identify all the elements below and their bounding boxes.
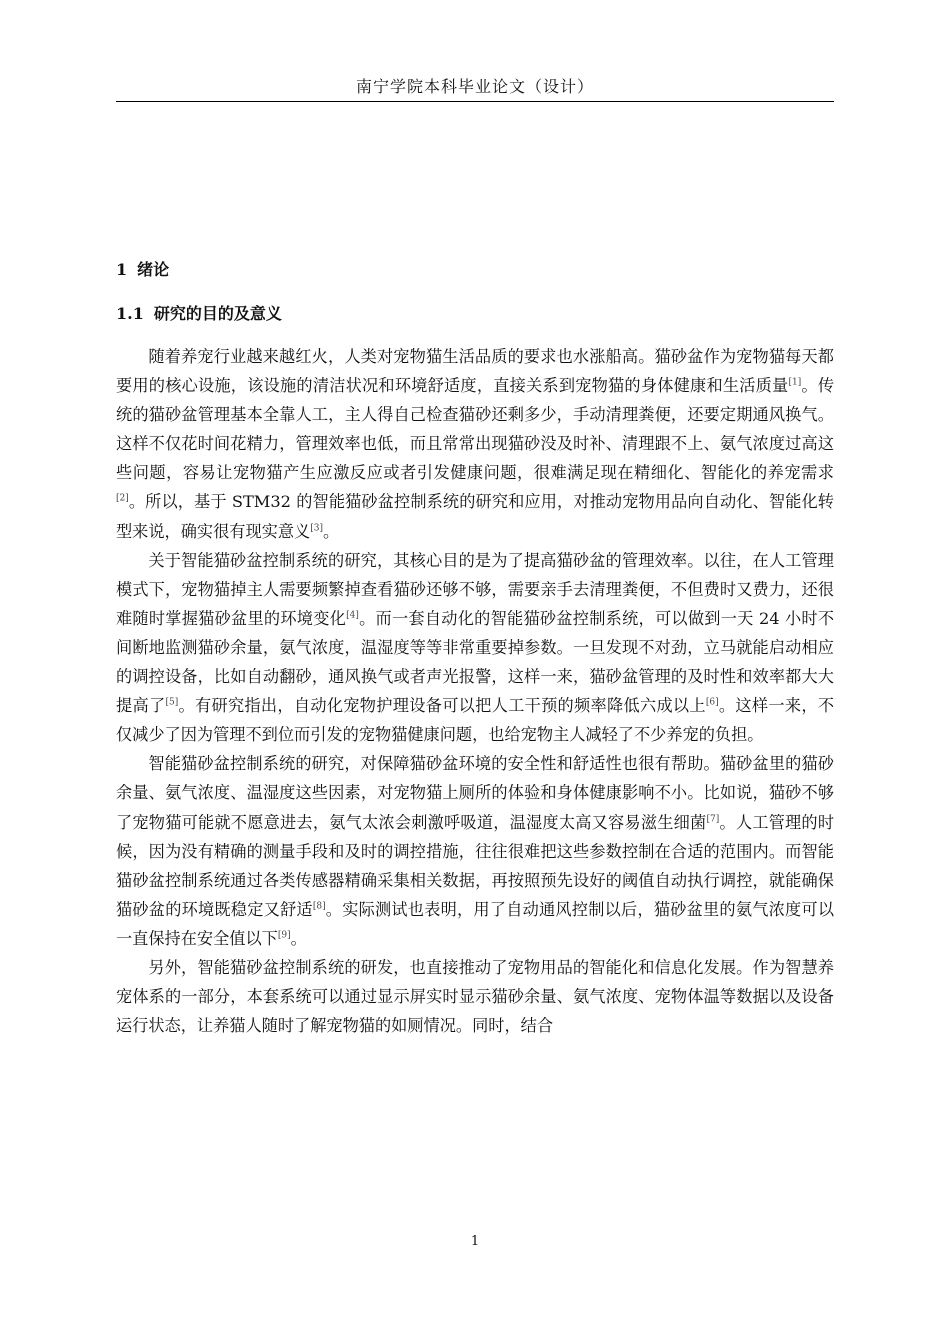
citation-marker[interactable]: [3]	[310, 523, 323, 534]
chapter-heading	[116, 259, 169, 281]
citation-marker[interactable]: [8]	[312, 901, 326, 912]
section-title: 研究的目的及意义	[153, 304, 282, 323]
paragraph-text: 另外，智能猫砂盆控制系统的研发，也直接推动了宠物用品的智能化和信息化发展。作为智慧养宠体系的一部分，本套系统可以通过显示屏实时显示猫砂余量、氨气浓度、宠物体温等数据以及设备运行状态，让养猫人随时了解宠物猫的如厕情况。同时，结合	[116, 957, 834, 1036]
running-header: 南宁学院本科毕业论文（设计）	[355, 77, 594, 96]
paragraph-text: 。有研究指出，自动化宠物护理设备可以把人工干预的频率降低六成以上	[178, 696, 706, 716]
paragraph-text: 。实际测试也表明，用了自动通风控制以后，猫砂盆里的氨气浓度可以一直保持在安全值以下	[116, 899, 835, 948]
section-heading	[116, 303, 282, 325]
paragraph-text: 智能猫砂盆控制系统的研究，对保障猫砂盆环境的安全性和舒适性也很有帮助。猫砂盆里的猫砂余量、氨气浓度、温湿度这些因素，对宠物猫上厕所的体验和身体健康影响不小。比如说，猫砂不够了宠物猫可能就不愿意进去，氨气太浓会刺激呼吸道，温湿度太高又容易滋生细菌	[116, 754, 834, 832]
chapter-number: 1	[116, 260, 128, 279]
paragraph-text: 。传统的猫砂盆管理基本全靠人工，主人得自己检查猫砂还剩多少，手动清理粪便，还要定期通风换气。这样不仅花时间花精力，管理效率也低，而且常常出现猫砂没及时补、清理跟不上、氨气浓度过高这些问题，容易让宠物猫产生应激反应或者引发健康问题，很难满足现在精细化、智能化的养宠需求	[116, 376, 835, 483]
header-rule	[116, 101, 834, 102]
paragraph	[116, 953, 834, 1040]
paragraph	[116, 749, 834, 953]
citation-marker[interactable]: [9]	[277, 930, 291, 941]
citation-marker[interactable]: [7]	[706, 814, 720, 825]
section-number: 1.1	[116, 304, 144, 323]
citation-marker[interactable]: [2]	[116, 494, 129, 505]
citation-marker[interactable]: [6]	[705, 697, 719, 708]
paragraph	[116, 546, 834, 750]
citation-marker[interactable]: [4]	[346, 610, 359, 621]
paragraph-text: 。	[290, 928, 307, 948]
citation-marker[interactable]: [5]	[165, 697, 179, 708]
paragraph-text: 关于智能猫砂盆控制系统的研究，其核心目的是为了提高猫砂盆的管理效率。以往，在人工管理模式下，宠物猫掉主人需要频繁掉查看猫砂还够不够，需要亲手去清理粪便，不但费时又费力，还很难随时掌握猫砂盆里的环境变化	[116, 550, 834, 628]
paragraph-text: 随着养宠行业越来越红火，人类对宠物猫生活品质的要求也水涨船高。猫砂盆作为宠物猫每天都要用的核心设施，该设施的清洁状况和环境舒适度，直接关系到宠物猫的身体健康和生活质量	[116, 347, 834, 396]
paragraph-text: 。	[323, 521, 340, 541]
citation-marker[interactable]: [1]	[788, 377, 802, 388]
paragraph-text: 。这样一来，不仅减少了因为管理不到位而引发的宠物猫健康问题，也给宠物主人减轻了不少养宠的负担。	[116, 696, 835, 745]
paragraph-text: 。而一套自动化的智能猫砂盆控制系统，可以做到一天 24 小时不间断地监测猫砂余量，氨气浓度，温湿度等等非常重要掉参数。一旦发现不对劲，立马就能启动相应的调控设备，比如自动翻砂，通风换气或者声光报警，这样一来，猫砂盆管理的及时性和效率都大大提高了	[116, 608, 835, 716]
paragraph-text: 。所以，基于 STM32 的智能猫砂盆控制系统的研究和应用，对推动宠物用品向自动化、智能化转型来说，确实很有现实意义	[116, 492, 834, 541]
paragraph-text: 。人工管理的时候，因为没有精确的测量手段和及时的调控措施，往往很难把这些参数控制在合适的范围内。而智能猫砂盆控制系统通过各类传感器精确采集相关数据，再按照预先设好的阈值自动执行调控，就能确保猫砂盆的环境既稳定又舒适	[116, 812, 835, 919]
page-number: 1	[470, 1234, 480, 1249]
chapter-title: 绪论	[137, 260, 170, 279]
paragraph	[116, 342, 834, 546]
body-text	[116, 342, 834, 1040]
